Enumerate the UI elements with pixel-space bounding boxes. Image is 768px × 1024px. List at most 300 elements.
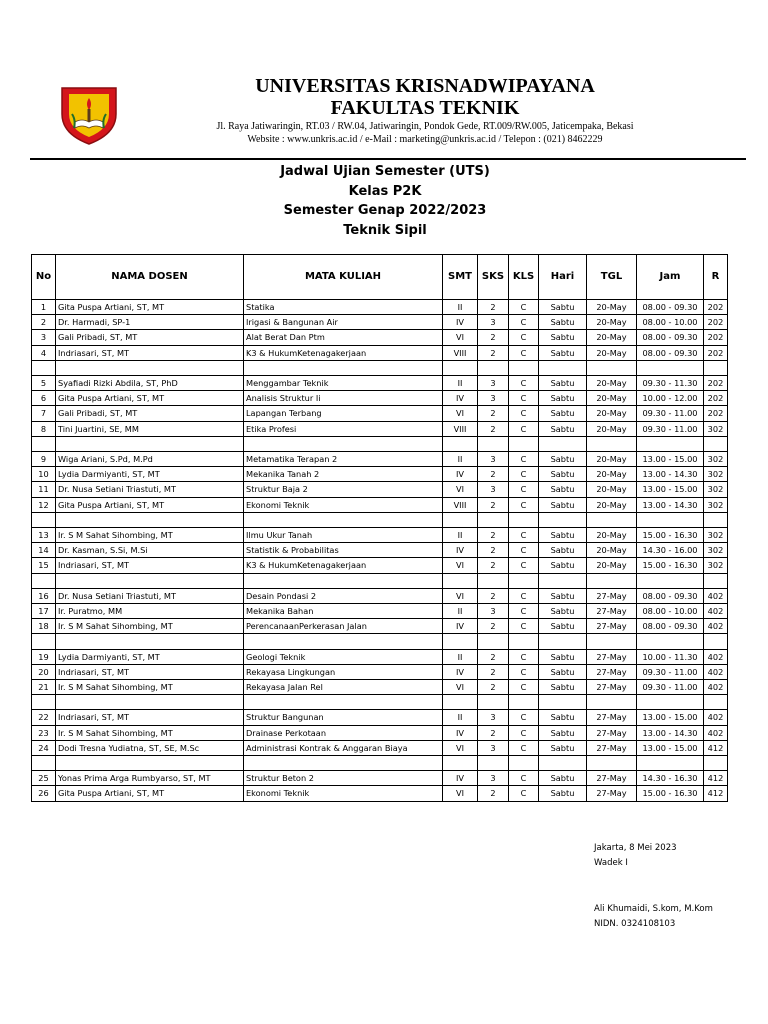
cell-mata-kuliah: Struktur Baja 2	[244, 482, 443, 497]
cell-mata-kuliah: PerencanaanPerkerasan Jalan	[244, 619, 443, 634]
cell-tgl: 20-May	[587, 558, 637, 573]
cell-r: 202	[704, 330, 728, 345]
empty-cell	[637, 436, 704, 451]
cell-tgl: 27-May	[587, 725, 637, 740]
cell-nama-dosen: Lydia Darmiyanti, ST, MT	[56, 649, 244, 664]
cell-jam: 09.30 - 11.00	[637, 680, 704, 695]
empty-cell	[56, 573, 244, 588]
cell-nama-dosen: Yonas Prima Arga Rumbyarso, ST, MT	[56, 771, 244, 786]
table-row	[32, 452, 728, 467]
cell-nama-dosen: Lydia Darmiyanti, ST, MT	[56, 467, 244, 482]
cell-sks: 2	[478, 467, 509, 482]
cell-hari: Sabtu	[539, 528, 587, 543]
cell-r: 202	[704, 315, 728, 330]
cell-nama-dosen: Gita Puspa Artiani, ST, MT	[56, 497, 244, 512]
header-divider	[30, 158, 746, 160]
cell-sks: 3	[478, 740, 509, 755]
cell-nama-dosen: Tini Juartini, SE, MM	[56, 421, 244, 436]
empty-cell	[478, 634, 509, 649]
cell-jam: 13.00 - 14.30	[637, 725, 704, 740]
table-row	[32, 786, 728, 801]
empty-cell	[704, 634, 728, 649]
signature-nidn: NIDN. 0324108103	[594, 919, 676, 929]
signature-position: Wadek I	[594, 858, 628, 868]
empty-cell	[509, 573, 539, 588]
table-row	[32, 406, 728, 421]
cell-nama-dosen: Gali Pribadi, ST, MT	[56, 330, 244, 345]
cell-tgl: 20-May	[587, 391, 637, 406]
cell-hari: Sabtu	[539, 543, 587, 558]
cell-smt: IV	[443, 467, 478, 482]
cell-tgl: 20-May	[587, 300, 637, 315]
cell-kls: C	[509, 497, 539, 512]
cell-mata-kuliah: Struktur Bangunan	[244, 710, 443, 725]
contact-info: Website : www.unkris.ac.id / e-Mail : marketing@unkris.ac.id / Telepon : (021) 8462229	[247, 134, 603, 145]
cell-jam: 10.00 - 11.30	[637, 649, 704, 664]
empty-cell	[704, 512, 728, 527]
cell-no: 1	[32, 300, 56, 315]
cell-hari: Sabtu	[539, 345, 587, 360]
cell-no: 4	[32, 345, 56, 360]
cell-hari: Sabtu	[539, 406, 587, 421]
cell-smt: II	[443, 300, 478, 315]
empty-cell	[637, 756, 704, 771]
empty-cell	[244, 695, 443, 710]
cell-mata-kuliah: Menggambar Teknik	[244, 376, 443, 391]
cell-no: 19	[32, 649, 56, 664]
col-sks: SKS	[478, 255, 509, 300]
cell-r: 402	[704, 619, 728, 634]
cell-sks: 3	[478, 452, 509, 467]
cell-mata-kuliah: Statika	[244, 300, 443, 315]
cell-no: 7	[32, 406, 56, 421]
table-row	[32, 543, 728, 558]
table-row	[32, 300, 728, 315]
empty-cell	[244, 634, 443, 649]
cell-jam: 08.00 - 09.30	[637, 588, 704, 603]
cell-r: 302	[704, 482, 728, 497]
cell-jam: 08.00 - 09.30	[637, 330, 704, 345]
cell-no: 13	[32, 528, 56, 543]
cell-jam: 08.00 - 10.00	[637, 315, 704, 330]
table-row	[32, 771, 728, 786]
cell-tgl: 20-May	[587, 482, 637, 497]
cell-nama-dosen: Dr. Nusa Setiani Triastuti, MT	[56, 482, 244, 497]
cell-tgl: 20-May	[587, 467, 637, 482]
cell-smt: VIII	[443, 345, 478, 360]
cell-mata-kuliah: Lapangan Terbang	[244, 406, 443, 421]
cell-nama-dosen: Syafiadi Rizki Abdila, ST, PhD	[56, 376, 244, 391]
cell-mata-kuliah: Mekanika Bahan	[244, 604, 443, 619]
empty-cell	[587, 512, 637, 527]
cell-no: 11	[32, 482, 56, 497]
table-row	[32, 619, 728, 634]
cell-mata-kuliah: K3 & HukumKetenagakerjaan	[244, 345, 443, 360]
cell-sks: 2	[478, 558, 509, 573]
empty-cell	[478, 436, 509, 451]
title-line-2: Kelas P2K	[348, 183, 422, 199]
cell-nama-dosen: Indriasari, ST, MT	[56, 345, 244, 360]
cell-kls: C	[509, 604, 539, 619]
empty-cell	[637, 360, 704, 375]
cell-jam: 13.00 - 14.30	[637, 467, 704, 482]
cell-kls: C	[509, 725, 539, 740]
cell-mata-kuliah: Etika Profesi	[244, 421, 443, 436]
empty-cell	[509, 695, 539, 710]
cell-no: 5	[32, 376, 56, 391]
cell-no: 6	[32, 391, 56, 406]
cell-sks: 2	[478, 345, 509, 360]
cell-kls: C	[509, 452, 539, 467]
empty-cell	[539, 360, 587, 375]
cell-tgl: 20-May	[587, 528, 637, 543]
cell-r: 402	[704, 725, 728, 740]
cell-hari: Sabtu	[539, 588, 587, 603]
cell-nama-dosen: Gali Pribadi, ST, MT	[56, 406, 244, 421]
cell-no: 26	[32, 786, 56, 801]
empty-cell	[56, 695, 244, 710]
cell-r: 202	[704, 300, 728, 315]
cell-nama-dosen: Ir. S M Sahat Sihombing, MT	[56, 680, 244, 695]
table-row	[32, 497, 728, 512]
cell-no: 12	[32, 497, 56, 512]
empty-cell	[244, 573, 443, 588]
cell-mata-kuliah: Metamatika Terapan 2	[244, 452, 443, 467]
cell-mata-kuliah: Ilmu Ukur Tanah	[244, 528, 443, 543]
cell-no: 8	[32, 421, 56, 436]
cell-jam: 15.00 - 16.30	[637, 528, 704, 543]
table-row	[32, 376, 728, 391]
cell-kls: C	[509, 467, 539, 482]
empty-cell	[478, 695, 509, 710]
cell-no: 23	[32, 725, 56, 740]
table-row	[32, 467, 728, 482]
cell-smt: IV	[443, 771, 478, 786]
col-tgl: TGL	[587, 255, 637, 300]
university-logo-icon	[58, 84, 120, 146]
cell-nama-dosen: Ir. S M Sahat Sihombing, MT	[56, 528, 244, 543]
empty-cell	[637, 512, 704, 527]
cell-mata-kuliah: Ekonomi Teknik	[244, 497, 443, 512]
cell-r: 402	[704, 604, 728, 619]
cell-hari: Sabtu	[539, 391, 587, 406]
empty-cell	[539, 573, 587, 588]
cell-smt: VI	[443, 558, 478, 573]
empty-cell	[587, 695, 637, 710]
faculty-name: FAKULTAS TEKNIK	[330, 97, 520, 119]
signature-place-date: Jakarta, 8 Mei 2023	[594, 843, 677, 853]
cell-no: 2	[32, 315, 56, 330]
cell-tgl: 20-May	[587, 376, 637, 391]
cell-kls: C	[509, 391, 539, 406]
cell-sks: 2	[478, 543, 509, 558]
cell-no: 16	[32, 588, 56, 603]
cell-kls: C	[509, 558, 539, 573]
cell-no: 21	[32, 680, 56, 695]
cell-mata-kuliah: Drainase Perkotaan	[244, 725, 443, 740]
cell-jam: 14.30 - 16.00	[637, 543, 704, 558]
schedule-table	[31, 254, 728, 802]
cell-nama-dosen: Dr. Harmadi, SP-1	[56, 315, 244, 330]
title-line-3: Semester Genap 2022/2023	[283, 203, 487, 218]
table-row	[32, 680, 728, 695]
empty-cell	[443, 360, 478, 375]
cell-r: 302	[704, 528, 728, 543]
cell-mata-kuliah: Alat Berat Dan Ptm	[244, 330, 443, 345]
cell-tgl: 27-May	[587, 740, 637, 755]
cell-no: 9	[32, 452, 56, 467]
cell-tgl: 27-May	[587, 710, 637, 725]
cell-tgl: 20-May	[587, 421, 637, 436]
cell-kls: C	[509, 376, 539, 391]
cell-hari: Sabtu	[539, 710, 587, 725]
cell-no: 14	[32, 543, 56, 558]
empty-cell	[539, 756, 587, 771]
cell-nama-dosen: Indriasari, ST, MT	[56, 664, 244, 679]
cell-hari: Sabtu	[539, 664, 587, 679]
empty-cell	[509, 512, 539, 527]
table-row	[32, 330, 728, 345]
cell-sks: 2	[478, 421, 509, 436]
cell-sks: 3	[478, 604, 509, 619]
cell-mata-kuliah: Desain Pondasi 2	[244, 588, 443, 603]
cell-smt: IV	[443, 391, 478, 406]
cell-nama-dosen: Gita Puspa Artiani, ST, MT	[56, 786, 244, 801]
group-separator-row	[32, 756, 728, 771]
cell-smt: VI	[443, 740, 478, 755]
empty-cell	[478, 512, 509, 527]
cell-hari: Sabtu	[539, 467, 587, 482]
cell-sks: 2	[478, 649, 509, 664]
cell-sks: 2	[478, 725, 509, 740]
cell-hari: Sabtu	[539, 680, 587, 695]
cell-jam: 13.00 - 14.30	[637, 497, 704, 512]
empty-cell	[32, 695, 56, 710]
cell-jam: 14.30 - 16.30	[637, 771, 704, 786]
cell-jam: 08.00 - 09.30	[637, 300, 704, 315]
cell-tgl: 20-May	[587, 406, 637, 421]
cell-nama-dosen: Wiga Ariani, S.Pd, M.Pd	[56, 452, 244, 467]
empty-cell	[509, 436, 539, 451]
cell-hari: Sabtu	[539, 740, 587, 755]
cell-smt: IV	[443, 619, 478, 634]
empty-cell	[32, 512, 56, 527]
group-separator-row	[32, 573, 728, 588]
title-line-1: Jadwal Ujian Semester (UTS)	[280, 164, 490, 179]
cell-smt: VIII	[443, 497, 478, 512]
cell-jam: 13.00 - 15.00	[637, 710, 704, 725]
empty-cell	[587, 573, 637, 588]
cell-hari: Sabtu	[539, 558, 587, 573]
cell-smt: VI	[443, 680, 478, 695]
empty-cell	[32, 756, 56, 771]
empty-cell	[509, 634, 539, 649]
cell-sks: 2	[478, 406, 509, 421]
cell-sks: 2	[478, 619, 509, 634]
cell-jam: 08.00 - 10.00	[637, 604, 704, 619]
cell-nama-dosen: Gita Puspa Artiani, ST, MT	[56, 391, 244, 406]
empty-cell	[56, 756, 244, 771]
empty-cell	[637, 634, 704, 649]
col-hari: Hari	[539, 255, 587, 300]
cell-jam: 09.30 - 11.00	[637, 664, 704, 679]
university-name: UNIVERSITAS KRISNADWIPAYANA	[255, 75, 595, 97]
cell-sks: 3	[478, 315, 509, 330]
cell-hari: Sabtu	[539, 604, 587, 619]
col-kls: KLS	[509, 255, 539, 300]
col-smt: SMT	[443, 255, 478, 300]
cell-nama-dosen: Dodi Tresna Yudiatna, ST, SE, M.Sc	[56, 740, 244, 755]
col-no: No	[32, 255, 56, 300]
cell-hari: Sabtu	[539, 452, 587, 467]
empty-cell	[637, 695, 704, 710]
cell-nama-dosen: Dr. Kasman, S.Si, M.Si	[56, 543, 244, 558]
cell-mata-kuliah: Analisis Struktur Ii	[244, 391, 443, 406]
cell-no: 17	[32, 604, 56, 619]
cell-nama-dosen: Ir. Puratmo, MM	[56, 604, 244, 619]
cell-hari: Sabtu	[539, 482, 587, 497]
cell-kls: C	[509, 421, 539, 436]
cell-sks: 3	[478, 391, 509, 406]
cell-sks: 2	[478, 497, 509, 512]
cell-r: 412	[704, 786, 728, 801]
cell-smt: IV	[443, 315, 478, 330]
empty-cell	[539, 512, 587, 527]
cell-kls: C	[509, 345, 539, 360]
cell-r: 402	[704, 710, 728, 725]
cell-nama-dosen: Dr. Nusa Setiani Triastuti, MT	[56, 588, 244, 603]
cell-mata-kuliah: Rekayasa Lingkungan	[244, 664, 443, 679]
table-row	[32, 649, 728, 664]
cell-hari: Sabtu	[539, 771, 587, 786]
cell-sks: 3	[478, 710, 509, 725]
table-row	[32, 588, 728, 603]
group-separator-row	[32, 360, 728, 375]
cell-kls: C	[509, 710, 539, 725]
cell-kls: C	[509, 528, 539, 543]
cell-smt: VI	[443, 482, 478, 497]
empty-cell	[244, 512, 443, 527]
table-row	[32, 482, 728, 497]
cell-tgl: 27-May	[587, 786, 637, 801]
empty-cell	[587, 634, 637, 649]
empty-cell	[443, 573, 478, 588]
empty-cell	[443, 695, 478, 710]
cell-nama-dosen: Gita Puspa Artiani, ST, MT	[56, 300, 244, 315]
empty-cell	[509, 756, 539, 771]
empty-cell	[443, 512, 478, 527]
empty-cell	[56, 512, 244, 527]
cell-tgl: 27-May	[587, 619, 637, 634]
cell-tgl: 27-May	[587, 680, 637, 695]
empty-cell	[704, 360, 728, 375]
cell-jam: 13.00 - 15.00	[637, 452, 704, 467]
cell-smt: IV	[443, 543, 478, 558]
cell-mata-kuliah: Irigasi & Bangunan Air	[244, 315, 443, 330]
cell-tgl: 27-May	[587, 588, 637, 603]
cell-jam: 09.30 - 11.00	[637, 406, 704, 421]
cell-mata-kuliah: K3 & HukumKetenagakerjaan	[244, 558, 443, 573]
table-row	[32, 528, 728, 543]
cell-tgl: 20-May	[587, 543, 637, 558]
cell-kls: C	[509, 300, 539, 315]
cell-tgl: 20-May	[587, 497, 637, 512]
col-mata-kuliah: MATA KULIAH	[244, 255, 443, 300]
cell-kls: C	[509, 315, 539, 330]
empty-cell	[704, 756, 728, 771]
cell-sks: 3	[478, 771, 509, 786]
cell-smt: IV	[443, 725, 478, 740]
empty-cell	[587, 756, 637, 771]
cell-smt: II	[443, 710, 478, 725]
cell-no: 3	[32, 330, 56, 345]
cell-kls: C	[509, 740, 539, 755]
cell-jam: 15.00 - 16.30	[637, 558, 704, 573]
empty-cell	[478, 756, 509, 771]
empty-cell	[244, 756, 443, 771]
empty-cell	[56, 634, 244, 649]
cell-jam: 13.00 - 15.00	[637, 740, 704, 755]
table-row	[32, 315, 728, 330]
cell-kls: C	[509, 619, 539, 634]
empty-cell	[244, 436, 443, 451]
cell-kls: C	[509, 406, 539, 421]
table-row	[32, 740, 728, 755]
empty-cell	[32, 573, 56, 588]
cell-sks: 2	[478, 300, 509, 315]
empty-cell	[587, 436, 637, 451]
cell-r: 202	[704, 406, 728, 421]
group-separator-row	[32, 634, 728, 649]
empty-cell	[637, 573, 704, 588]
cell-sks: 2	[478, 786, 509, 801]
cell-mata-kuliah: Mekanika Tanah 2	[244, 467, 443, 482]
cell-mata-kuliah: Statistik & Probabilitas	[244, 543, 443, 558]
cell-kls: C	[509, 771, 539, 786]
cell-kls: C	[509, 649, 539, 664]
table-header-row	[32, 255, 728, 300]
empty-cell	[704, 436, 728, 451]
cell-r: 302	[704, 467, 728, 482]
cell-r: 202	[704, 345, 728, 360]
cell-hari: Sabtu	[539, 649, 587, 664]
cell-smt: VI	[443, 588, 478, 603]
cell-sks: 3	[478, 376, 509, 391]
empty-cell	[539, 634, 587, 649]
cell-hari: Sabtu	[539, 300, 587, 315]
cell-kls: C	[509, 786, 539, 801]
cell-sks: 3	[478, 482, 509, 497]
cell-no: 20	[32, 664, 56, 679]
cell-r: 402	[704, 664, 728, 679]
cell-mata-kuliah: Rekayasa Jalan Rel	[244, 680, 443, 695]
cell-r: 402	[704, 680, 728, 695]
cell-mata-kuliah: Administrasi Kontrak & Anggaran Biaya	[244, 740, 443, 755]
empty-cell	[56, 360, 244, 375]
empty-cell	[443, 436, 478, 451]
col-jam: Jam	[637, 255, 704, 300]
empty-cell	[443, 634, 478, 649]
cell-kls: C	[509, 543, 539, 558]
cell-kls: C	[509, 664, 539, 679]
cell-r: 402	[704, 588, 728, 603]
cell-smt: VIII	[443, 421, 478, 436]
cell-kls: C	[509, 482, 539, 497]
cell-jam: 08.00 - 09.30	[637, 345, 704, 360]
cell-tgl: 27-May	[587, 604, 637, 619]
cell-hari: Sabtu	[539, 619, 587, 634]
cell-smt: II	[443, 452, 478, 467]
